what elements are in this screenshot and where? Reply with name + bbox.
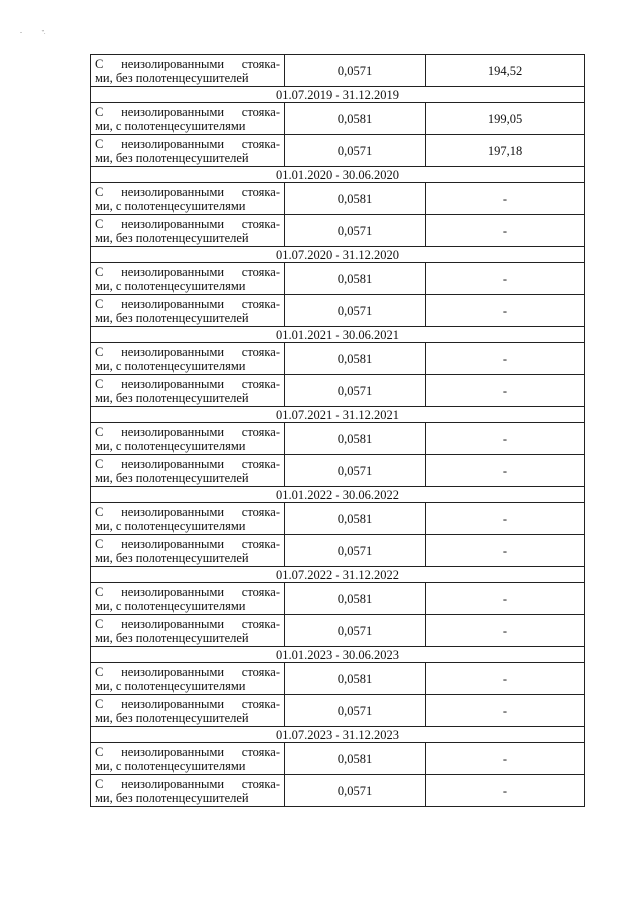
description-line-1: С неизолированными стояка- (95, 185, 280, 199)
period-label: 01.07.2020 - 31.12.2020 (91, 247, 585, 263)
description-line-2: ми, без полотенцесушителей (95, 71, 249, 85)
description-line-1: С неизолированными стояка- (95, 137, 280, 151)
period-row (91, 407, 585, 423)
row-value: - (426, 263, 585, 295)
description-line-1: С неизолированными стояка- (95, 105, 280, 119)
row-value: - (426, 295, 585, 327)
description-line-1: С неизолированными стояка- (95, 345, 280, 359)
row-coefficient: 0,0581 (285, 103, 426, 135)
description-line-2: ми, с полотенцесушителями (95, 679, 246, 693)
row-coefficient: 0,0571 (285, 695, 426, 727)
description-line-2: ми, без полотенцесушителей (95, 711, 249, 725)
row-value: - (426, 663, 585, 695)
description-line-2: ми, без полотенцесушителей (95, 391, 249, 405)
period-label: 01.01.2022 - 30.06.2022 (91, 487, 585, 503)
row-coefficient: 0,0571 (285, 535, 426, 567)
table-row (91, 55, 585, 87)
description-line-1: С неизолированными стояка- (95, 665, 280, 679)
period-row (91, 487, 585, 503)
period-row (91, 247, 585, 263)
row-description (91, 215, 285, 247)
row-coefficient: 0,0581 (285, 503, 426, 535)
row-coefficient: 0,0581 (285, 663, 426, 695)
row-description (91, 503, 285, 535)
row-description (91, 455, 285, 487)
description-line-2: ми, с полотенцесушителями (95, 359, 246, 373)
table-row (91, 423, 585, 455)
description-line-1: С неизолированными стояка- (95, 297, 280, 311)
period-label: 01.07.2021 - 31.12.2021 (91, 407, 585, 423)
row-value: - (426, 183, 585, 215)
period-label: 01.07.2019 - 31.12.2019 (91, 87, 585, 103)
row-value: - (426, 375, 585, 407)
description-line-2: ми, без полотенцесушителей (95, 631, 249, 645)
table-row (91, 215, 585, 247)
description-line-1: С неизолированными стояка- (95, 537, 280, 551)
row-description (91, 263, 285, 295)
description-line-1: С неизолированными стояка- (95, 217, 280, 231)
row-value: 194,52 (426, 55, 585, 87)
row-description (91, 615, 285, 647)
table-row (91, 263, 585, 295)
row-coefficient: 0,0581 (285, 343, 426, 375)
description-line-2: ми, с полотенцесушителями (95, 279, 246, 293)
row-coefficient: 0,0571 (285, 215, 426, 247)
row-description (91, 535, 285, 567)
row-description (91, 295, 285, 327)
period-label: 01.07.2022 - 31.12.2022 (91, 567, 585, 583)
period-label: 01.01.2023 - 30.06.2023 (91, 647, 585, 663)
row-value: - (426, 455, 585, 487)
table-row (91, 455, 585, 487)
period-row (91, 167, 585, 183)
row-value: 197,18 (426, 135, 585, 167)
row-value: - (426, 775, 585, 807)
period-row (91, 647, 585, 663)
row-description (91, 695, 285, 727)
description-line-2: ми, с полотенцесушителями (95, 599, 246, 613)
row-description (91, 135, 285, 167)
row-value: - (426, 615, 585, 647)
row-description (91, 375, 285, 407)
row-description (91, 775, 285, 807)
row-description (91, 103, 285, 135)
description-line-1: С неизолированными стояка- (95, 617, 280, 631)
row-value: 199,05 (426, 103, 585, 135)
row-coefficient: 0,0581 (285, 743, 426, 775)
description-line-2: ми, без полотенцесушителей (95, 151, 249, 165)
table-row (91, 343, 585, 375)
row-value: - (426, 583, 585, 615)
description-line-2: ми, без полотенцесушителей (95, 551, 249, 565)
tariff-table-body (91, 55, 585, 807)
row-coefficient: 0,0581 (285, 183, 426, 215)
row-coefficient: 0,0571 (285, 615, 426, 647)
description-line-1: С неизолированными стояка- (95, 777, 280, 791)
row-description (91, 743, 285, 775)
description-line-1: С неизолированными стояка- (95, 585, 280, 599)
row-coefficient: 0,0571 (285, 375, 426, 407)
table-row (91, 183, 585, 215)
row-description (91, 183, 285, 215)
period-row (91, 327, 585, 343)
period-label: 01.01.2021 - 30.06.2021 (91, 327, 585, 343)
description-line-2: ми, с полотенцесушителями (95, 119, 246, 133)
table-row (91, 663, 585, 695)
row-coefficient: 0,0581 (285, 583, 426, 615)
tariff-table (90, 54, 585, 807)
row-description (91, 343, 285, 375)
table-row (91, 503, 585, 535)
table-row (91, 743, 585, 775)
row-value: - (426, 695, 585, 727)
row-coefficient: 0,0571 (285, 135, 426, 167)
table-row (91, 295, 585, 327)
description-line-2: ми, без полотенцесушителей (95, 791, 249, 805)
row-value: - (426, 215, 585, 247)
table-row (91, 775, 585, 807)
period-label: 01.01.2020 - 30.06.2020 (91, 167, 585, 183)
row-coefficient: 0,0571 (285, 455, 426, 487)
period-row (91, 567, 585, 583)
description-line-2: ми, с полотенцесушителями (95, 199, 246, 213)
row-description (91, 423, 285, 455)
row-coefficient: 0,0571 (285, 55, 426, 87)
table-row (91, 615, 585, 647)
scan-mark: - (20, 30, 22, 36)
row-coefficient: 0,0581 (285, 423, 426, 455)
row-description (91, 55, 285, 87)
row-value: - (426, 343, 585, 375)
row-value: - (426, 423, 585, 455)
scan-marks (20, 30, 63, 36)
description-line-1: С неизолированными стояка- (95, 377, 280, 391)
table-row (91, 103, 585, 135)
description-line-2: ми, без полотенцесушителей (95, 471, 249, 485)
description-line-1: С неизолированными стояка- (95, 265, 280, 279)
table-row (91, 535, 585, 567)
row-value: - (426, 743, 585, 775)
row-value: - (426, 535, 585, 567)
description-line-2: ми, с полотенцесушителями (95, 519, 246, 533)
row-description (91, 583, 285, 615)
description-line-1: С неизолированными стояка- (95, 57, 280, 71)
description-line-1: С неизолированными стояка- (95, 697, 280, 711)
row-coefficient: 0,0571 (285, 295, 426, 327)
description-line-2: ми, с полотенцесушителями (95, 439, 246, 453)
scan-mark: ". (41, 30, 46, 36)
description-line-1: С неизолированными стояка- (95, 457, 280, 471)
description-line-2: ми, с полотенцесушителями (95, 759, 246, 773)
row-value: - (426, 503, 585, 535)
description-line-1: С неизолированными стояка- (95, 745, 280, 759)
table-row (91, 375, 585, 407)
row-coefficient: 0,0581 (285, 263, 426, 295)
description-line-1: С неизолированными стояка- (95, 425, 280, 439)
row-description (91, 663, 285, 695)
description-line-2: ми, без полотенцесушителей (95, 231, 249, 245)
period-label: 01.07.2023 - 31.12.2023 (91, 727, 585, 743)
row-coefficient: 0,0571 (285, 775, 426, 807)
description-line-2: ми, без полотенцесушителей (95, 311, 249, 325)
description-line-1: С неизолированными стояка- (95, 505, 280, 519)
table-row (91, 695, 585, 727)
table-row (91, 135, 585, 167)
period-row (91, 87, 585, 103)
period-row (91, 727, 585, 743)
table-row (91, 583, 585, 615)
